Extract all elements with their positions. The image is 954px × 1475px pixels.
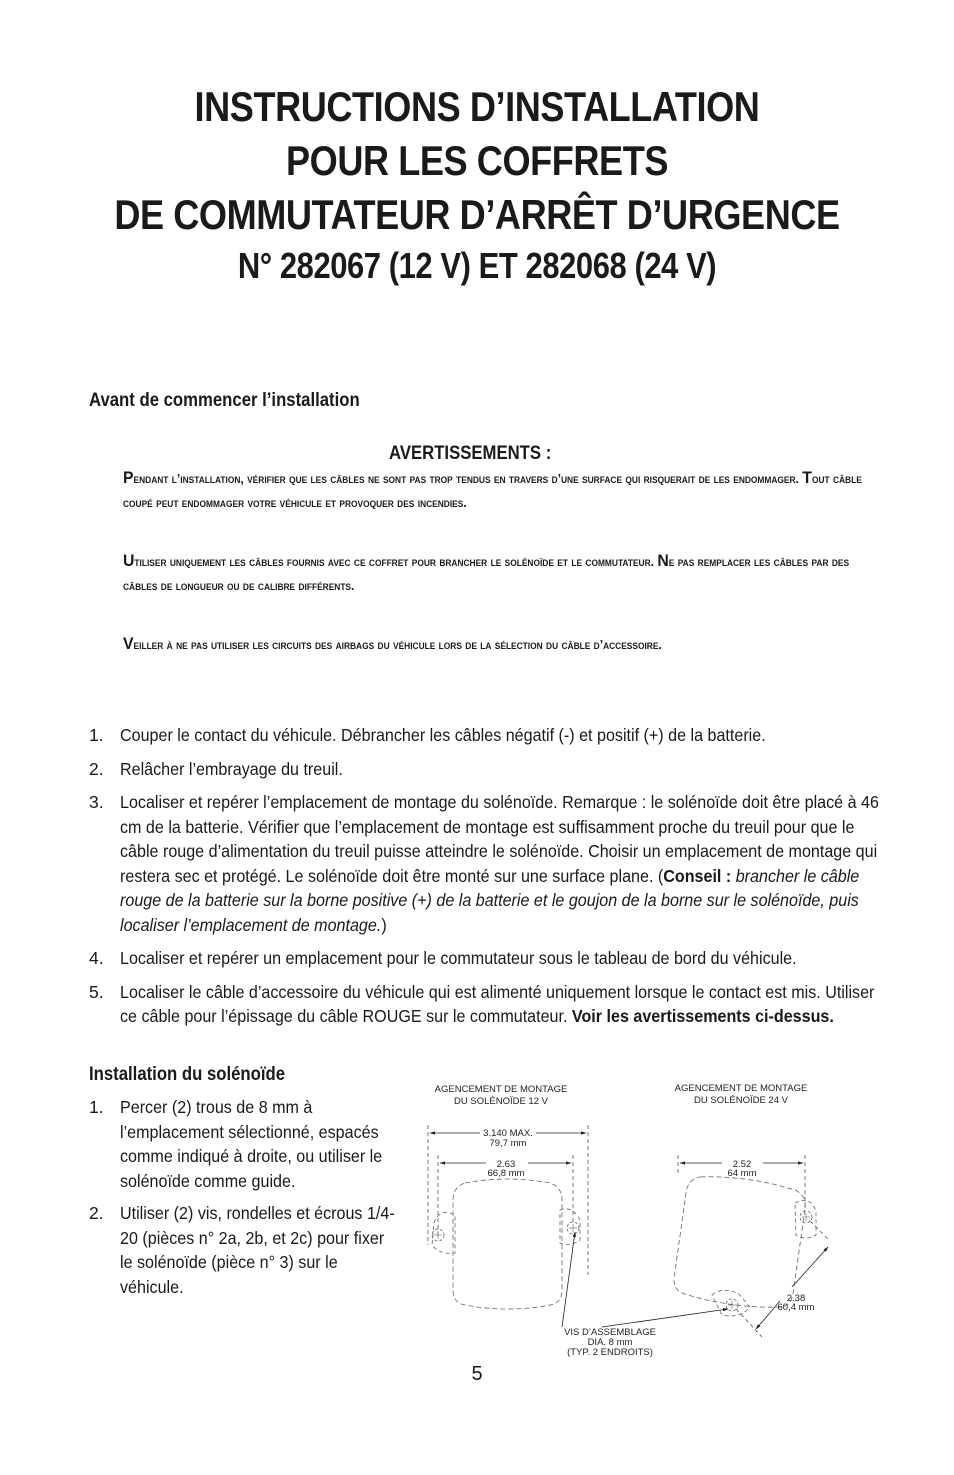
dim-b-in: 2.52 <box>732 1159 752 1170</box>
warning-item: Pendant l’installation, vérifier que les câbles ne sont pas trop tendus en travers d’une surface qui risquerait de les endommager. Tout câble coupé peut endommager votre véhicule et provoquer des incendies. <box>123 468 862 510</box>
list-item: 3. Localiser et repérer l’emplacement de montage du solénoïde. Remarque : le solénoïde doit être placé à 46 cm de la batterie. Vérifier que l’emplacement de montage est suffisamment proche du treuil pour que le câble rouge d’alimentation du treuil puisse atteindre le solénoïde. Choisir un emplacement de montage qui restera sec et protégé. Le solénoïde doit être monté sur une surface plane. (Conseil : brancher le câble rouge de la batterie sur la borne positive (+) de la batterie et le goujon de la borne sur le solénoïde, puis localiser l’emplacement de montage.) <box>89 792 879 935</box>
title-line-4: N° 282067 (12 V) ET 282068 (24 V) <box>237 245 717 286</box>
page-number: 5 <box>471 1363 483 1385</box>
dim-c-mm: 60,4 mm <box>777 1302 815 1313</box>
before-install-heading: Avant de commencer l’installation <box>89 390 360 411</box>
list-item: 1. Couper le contact du véhicule. Débrancher les câbles négatif (-) et positif (+) de la batterie. <box>89 725 766 745</box>
left-title-1: AGENCEMENT DE MONTAGE <box>434 1084 568 1095</box>
solenoid-steps <box>89 1095 409 1308</box>
list-item: 1. Percer (2) trous de 8 mm à l’emplacement sélectionné, espacés comme indiqué à droite, ou utiliser le solénoïde comme guide. <box>89 1097 383 1191</box>
list-item: 4. Localiser et repérer un emplacement pour le commutateur sous le tableau de bord du véhicule. <box>89 948 797 968</box>
warning-item: Utiliser uniquement les câbles fournis avec ce coffret pour brancher le solénoïde et le commutateur. Ne pas remplacer les câbles par des câbles de longueur ou de calibre différents. <box>123 551 850 593</box>
mounting-diagram <box>410 1075 830 1360</box>
screw-label-3: (TYP. 2 ENDROITS) <box>567 1347 653 1358</box>
screw-label-2: DIA. 8 mm <box>587 1337 633 1348</box>
title-line-2: POUR LES COFFRETS <box>285 137 669 184</box>
list-item: 2. Relâcher l’embrayage du treuil. <box>89 758 343 779</box>
page-title <box>0 80 954 290</box>
right-title-2: DU SOLÉNOÏDE 24 V <box>694 1095 788 1106</box>
list-item: 5. Localiser le câble d’accessoire du véhicule qui est alimenté uniquement lorsque le contact est mis. Utiliser ce câble pour l’épissage du câble ROUGE sur le commutateur. Voir les avertissements ci-dessus. <box>89 981 875 1026</box>
dim-max-in: 3.140 MAX. <box>483 1128 533 1139</box>
right-title-1: AGENCEMENT DE MONTAGE <box>674 1083 808 1094</box>
title-line-3: DE COMMUTATEUR D’ARRÊT D’URGENCE <box>114 191 840 238</box>
left-title-2: DU SOLÉNOÏDE 12 V <box>454 1096 548 1107</box>
dim-a-mm: 66,8 mm <box>487 1168 525 1179</box>
title-line-1: INSTRUCTIONS D’INSTALLATION <box>194 83 760 130</box>
list-item: 2. Utiliser (2) vis, rondelles et écrous 1/4-20 (pièces n° 2a, 2b, et 2c) pour fixer le solénoïde (pièce n° 3) sur le véhicule. <box>89 1203 395 1297</box>
dim-b-mm: 64 mm <box>727 1168 757 1179</box>
screw-label-1: VIS D’ASSEMBLAGE <box>564 1327 656 1338</box>
install-steps <box>89 723 919 1038</box>
solenoid-heading: Installation du solénoïde <box>89 1064 286 1085</box>
dim-c-in: 2.38 <box>786 1293 806 1304</box>
dim-a-in: 2.63 <box>496 1159 516 1170</box>
warning-item: Veiller à ne pas utiliser les circuits des airbags du véhicule lors de la sélection du câble d’accessoire. <box>123 634 662 653</box>
dim-max-mm: 79,7 mm <box>489 1138 527 1149</box>
warnings-heading: AVERTISSEMENTS : <box>389 443 552 464</box>
